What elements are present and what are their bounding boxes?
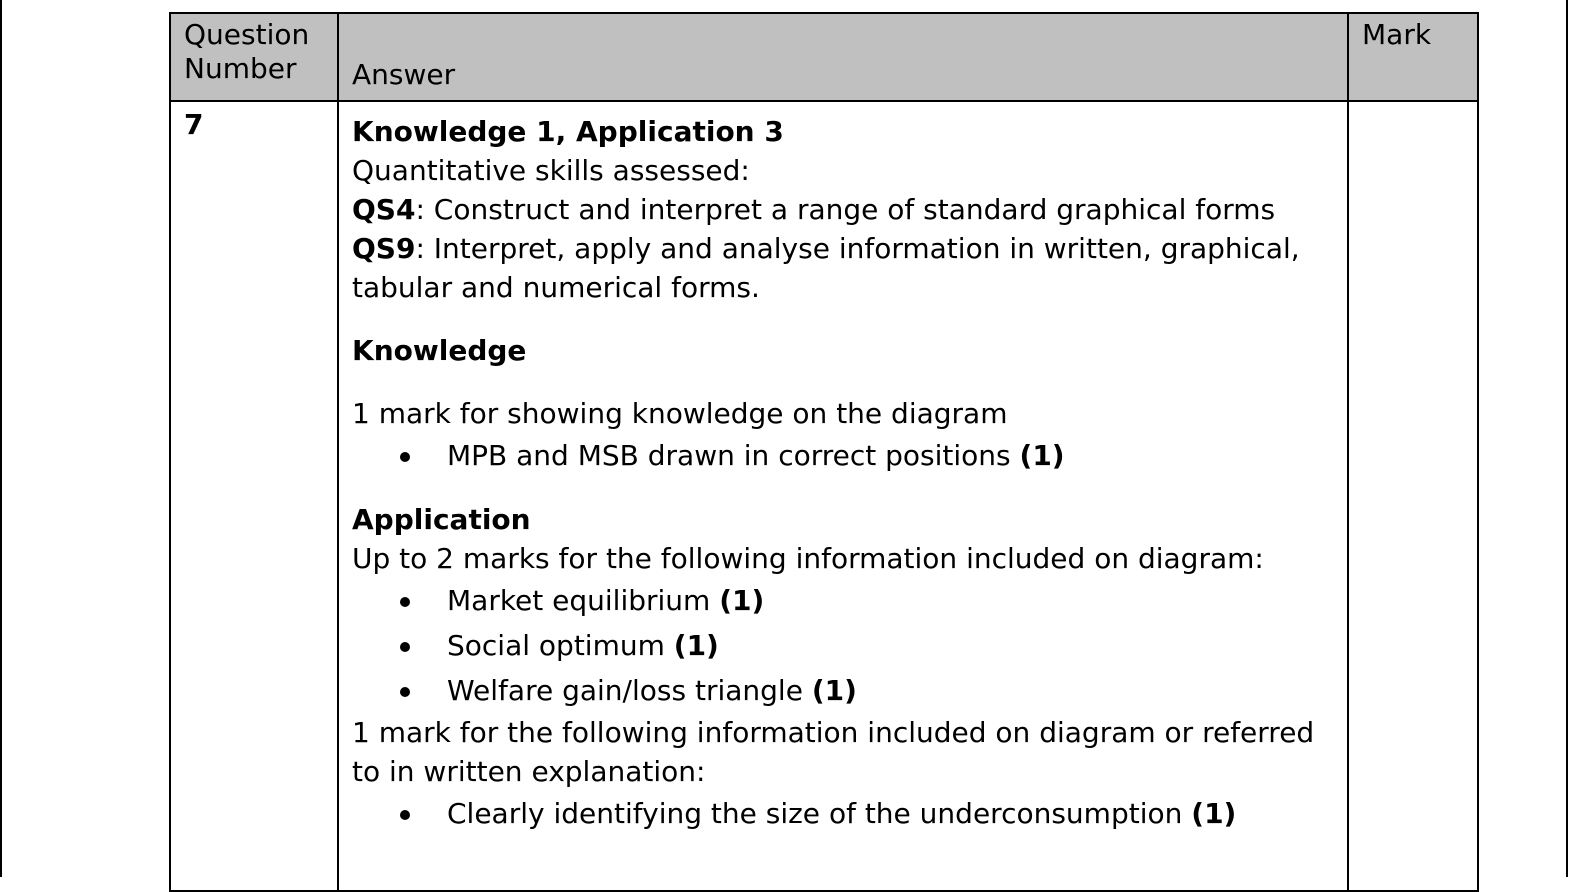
bullet-mark: (1) [673,629,719,662]
page-border-right [1566,0,1568,877]
bullet-text: Market equilibrium [447,584,720,617]
application-heading: Application [352,503,531,536]
bullet-mark: (1) [719,584,765,617]
qs-intro: Quantitative skills assessed: [352,154,750,187]
mark-scheme-table [169,12,1479,892]
mark-cell [1348,101,1478,891]
written-intro: 1 mark for the following information included on diagram or referred to in written explanation: [352,716,1315,788]
bullet-icon [400,452,410,462]
question-number-cell: 7 [170,101,338,891]
table-row [170,101,1478,891]
bullet-text: MPB and MSB drawn in correct positions [447,439,1020,472]
qs9-text: : Interpret, apply and analyse information in written, graphical, tabular and numerical forms. [352,232,1300,304]
assessment-title: Knowledge 1, Application 3 [352,115,784,148]
knowledge-intro: 1 mark for showing knowledge on the diagram [352,397,1008,430]
answer-cell [338,101,1348,891]
header-mark: Mark [1348,13,1478,101]
bullet-mark: (1) [1019,439,1065,472]
qs4-text: : Construct and interpret a range of standard graphical forms [415,193,1276,226]
application-intro: Up to 2 marks for the following information included on diagram: [352,542,1264,575]
header-answer: Answer [338,13,1348,101]
written-bullet-list [352,791,1327,836]
bullet-icon [400,687,410,697]
qs9-code: QS9 [352,232,416,265]
list-item [352,578,1327,623]
bullet-text: Social optimum [447,629,674,662]
bullet-mark: (1) [1191,797,1237,830]
bullet-icon [400,597,410,607]
application-bullet-list [352,578,1327,713]
list-item [352,623,1327,668]
qs9-line [352,229,1327,307]
page-border-left [0,0,2,877]
header-question-number: Question Number [170,13,338,101]
bullet-icon [400,810,410,820]
bullet-icon [400,642,410,652]
list-item [352,433,1327,478]
qs4-code: QS4 [352,193,416,226]
list-item [352,668,1327,713]
table-header-row [170,13,1478,101]
knowledge-bullet-list [352,433,1327,478]
qs4-line [352,190,1327,229]
bullet-text: Welfare gain/loss triangle [447,674,812,707]
knowledge-heading: Knowledge [352,334,527,367]
bullet-text: Clearly identifying the size of the underconsumption [447,797,1192,830]
list-item [352,791,1327,836]
bullet-mark: (1) [811,674,857,707]
